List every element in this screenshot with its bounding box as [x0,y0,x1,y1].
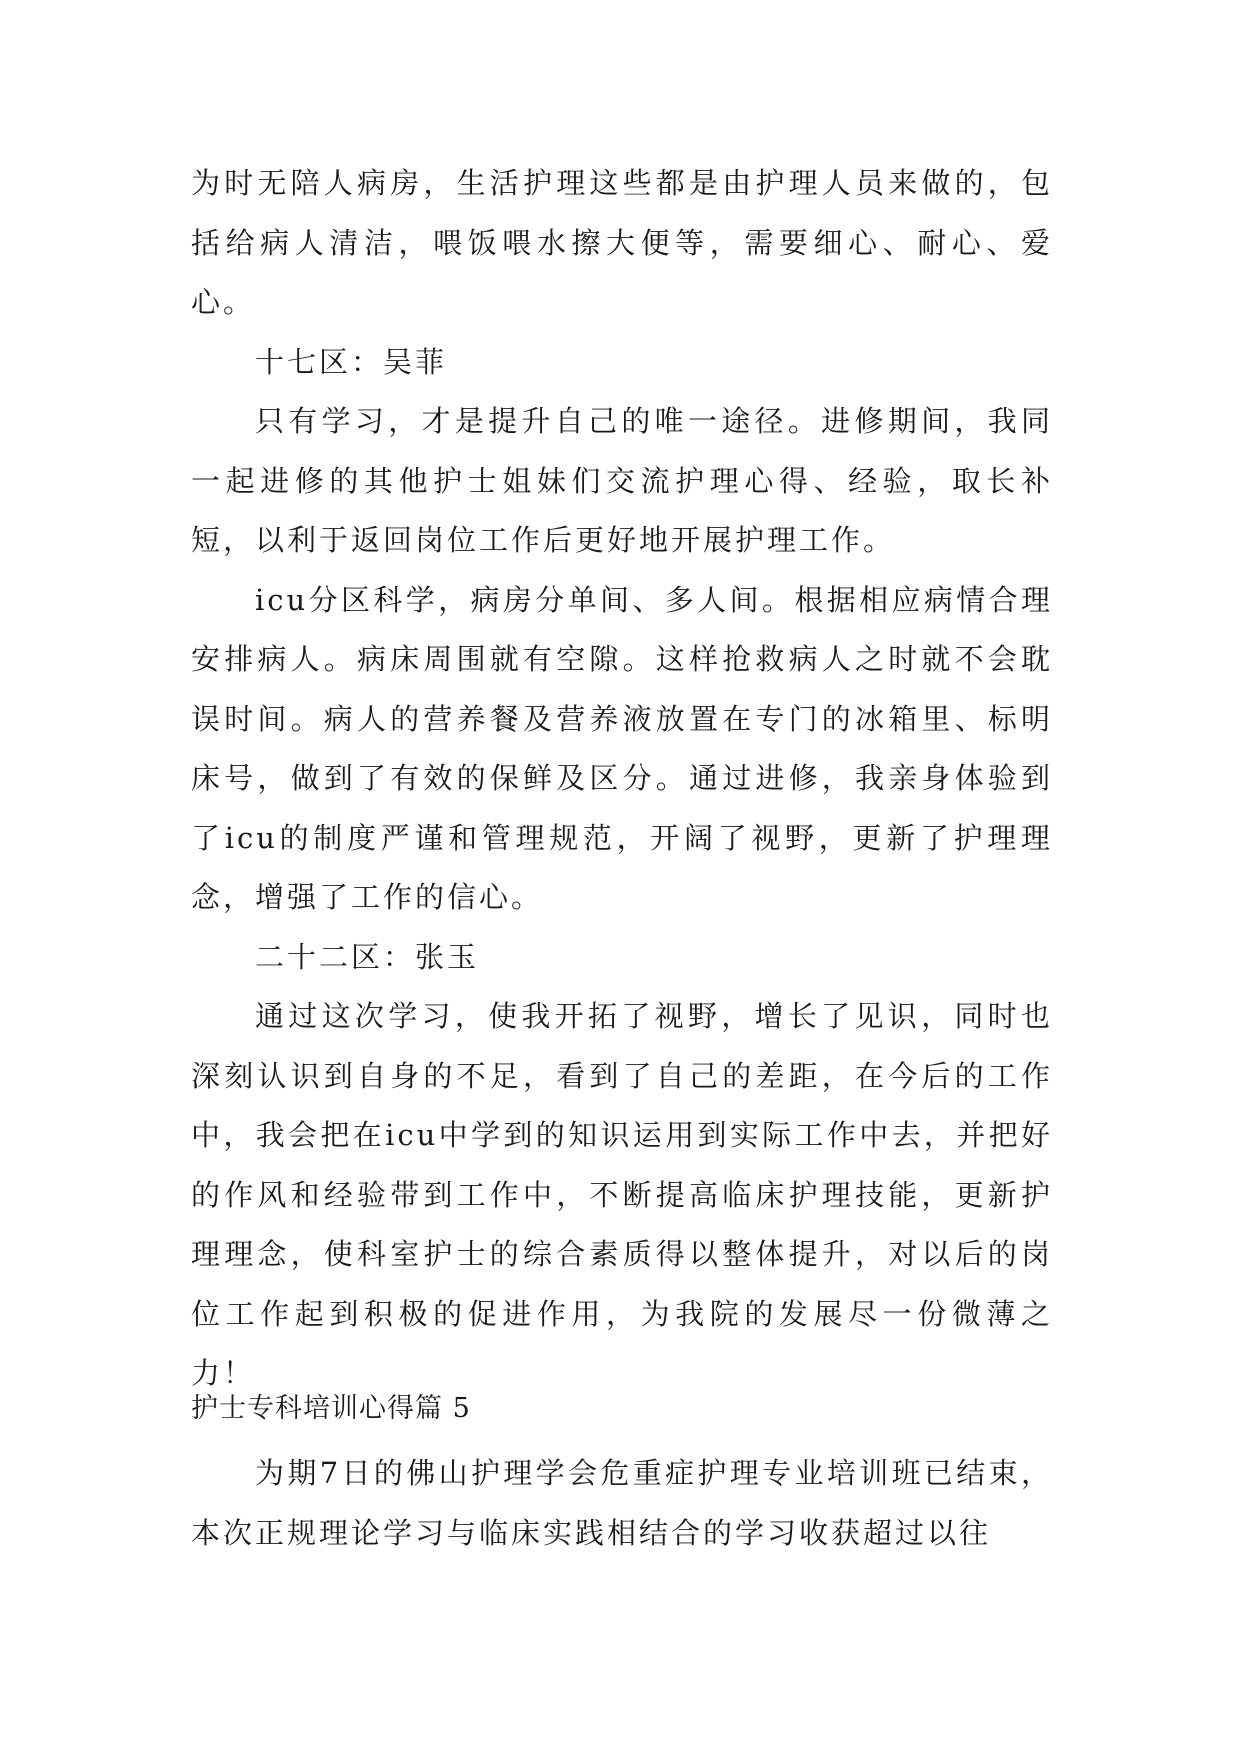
paragraph-1: 为时无陪人病房，生活护理这些都是由护理人员来做的，包括给病人清洁，喂饭喂水擦大便等，需要细心、耐心、爱心。 [191,166,1053,319]
document-body [191,154,1053,1404]
section-heading: 护士专科培训心得篇 5 [191,1393,471,1424]
paragraph-4: 通过这次学习，使我开拓了视野，增长了见识，同时也深刻认识到自身的不足，看到了自己的差距，在今后的工作中，我会把在icu中学到的知识运用到实际工作中去，并把好的作风和经验带到工作中，不断提高临床护理技能，更新护理理念，使科室护士的综合素质得以整体提升，对以后的岗位工作起到积极的促进作用，为我院的发展尽一份微薄之力！ [191,999,1053,1390]
author-heading-ward-22: 二十二区：张玉 [255,939,480,974]
section-body [191,1444,1053,1563]
paragraph-3: icu分区科学，病房分单间、多人间。根据相应病情合理安排病人。病床周围就有空隙。这样抢救病人之时就不会耽误时间。病人的营养餐及营养液放置在专门的冰箱里、标明床号，做到了有效的保鲜及区分。通过进修，我亲身体验到了icu的制度严谨和管理规范，开阔了视野，更新了护理理念，增强了工作的信心。 [191,582,1053,914]
author-heading-ward-17: 十七区：吴菲 [255,344,448,379]
paragraph-2: 只有学习，才是提升自己的唯一途径。进修期间，我同一起进修的其他护士姐妹们交流护理心得、经验，取长补短，以利于返回岗位工作后更好地开展护理工作。 [191,404,1053,557]
section-paragraph-1: 为期7日的佛山护理学会危重症护理专业培训班已结束，本次正规理论学习与临床实践相结合的学习收获超过以往 [191,1456,1053,1550]
